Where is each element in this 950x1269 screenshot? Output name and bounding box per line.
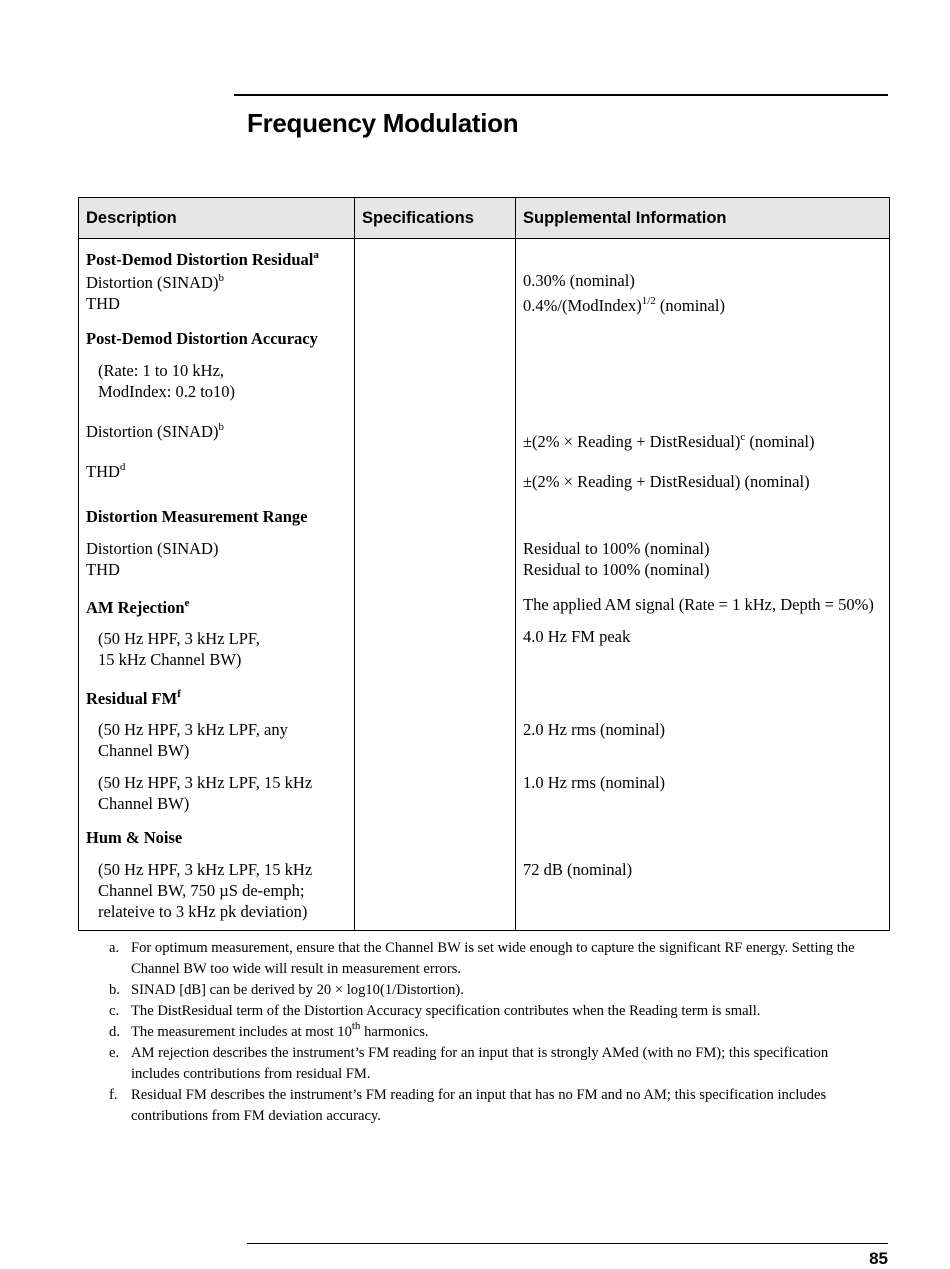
spec-cell (355, 316, 516, 492)
spec-cell (355, 580, 516, 670)
footnote-text: The measurement includes at most 10th harmonics. (131, 1020, 429, 1040)
desc-cell (79, 670, 355, 814)
amr-condition-1: (50 Hz HPF, 3 kHz LPF, (98, 629, 260, 648)
bottom-rule (247, 1243, 888, 1244)
spec-cell (355, 814, 516, 931)
pda-condition-2: ModIndex: 0.2 to10) (98, 382, 236, 401)
dmr-thd-label: THD (86, 560, 120, 579)
pda-sinad-label: Distortion (SINAD)$^b$ (86, 420, 224, 441)
footnote-text: SINAD [dB] can be derived by 20 × log10(1/Distortion). (131, 982, 464, 998)
header-description: Description (79, 198, 355, 239)
rfm-condition-a-2: Channel BW) (98, 741, 190, 760)
section-title-amr: AM Rejection$^e$ (86, 596, 190, 617)
rfm-condition-a-1: (50 Hz HPF, 3 kHz LPF, any (98, 720, 288, 739)
section-title-rfm: Residual $FM^f$ (86, 687, 181, 708)
section-title-dmr: Distortion Measurement Range (86, 507, 308, 526)
footnote-text: For optimum measurement, ensure that the Channel BW is set wide enough to capture the significant RF energy. Setting the Channel BW too wide will result in measurement errors. (131, 940, 855, 977)
footnotes (109, 938, 869, 1127)
hum-condition-1: (50 Hz HPF, 3 kHz LPF, 15 kHz (98, 860, 313, 879)
pdr-sinad-label: Distortion (SINAD)$^b$ (86, 271, 224, 292)
table-row (79, 316, 890, 492)
desc-cell (79, 492, 355, 580)
page-number: 85 (869, 1249, 888, 1268)
hum-value: 72 dB (nominal) (523, 860, 633, 879)
hum-condition-3: relateive to 3 kHz pk deviation) (98, 902, 308, 921)
footnote-text: The DistResidual term of the Distortion Accuracy specification contributes when the Reading term is small. (131, 1003, 761, 1019)
header-specifications: Specifications (355, 198, 516, 239)
footnote-letter: a. (109, 940, 120, 956)
spec-cell (355, 492, 516, 580)
hum-condition-2: Channel BW, 750 µS de-emph; (98, 881, 305, 900)
pda-thd-value: ±(2% × Reading + DistResidual) (nominal) (523, 472, 810, 491)
table-row (79, 239, 890, 317)
amr-value: 4.0 Hz FM peak (523, 627, 631, 646)
pdr-thd-value: 0.4%/(ModIndex)$^{1/2}$ (nominal) (523, 294, 725, 315)
info-cell (516, 814, 890, 931)
rfm-value-b: 1.0 Hz rms (nominal) (523, 773, 666, 792)
dmr-sinad-label: Distortion (SINAD) (86, 539, 219, 558)
footnote-a (109, 938, 869, 980)
footnote-b (109, 980, 869, 1001)
info-cell (516, 580, 890, 670)
section-title-pda: Post-Demod Distortion Accuracy (86, 329, 318, 348)
pdr-thd-label: THD (86, 294, 120, 313)
spec-table (78, 197, 890, 931)
spec-cell (355, 239, 516, 317)
amr-condition-2: 15 kHz Channel BW) (98, 650, 242, 669)
rfm-value-a: 2.0 Hz rms (nominal) (523, 720, 666, 739)
desc-cell (79, 814, 355, 931)
footnote-letter: b. (109, 982, 120, 998)
footnote-d (109, 1022, 869, 1043)
footnote-e (109, 1043, 869, 1085)
pda-sinad-value: ±(2% × Reading + DistResidual)$^c$ (nominal) (523, 430, 815, 451)
table-row (79, 492, 890, 580)
dmr-sinad-value: Residual to 100% (nominal) (523, 539, 710, 558)
footnote-f (109, 1085, 869, 1127)
pda-thd-label: THD$^d$ (86, 460, 126, 481)
pda-condition-1: (Rate: 1 to 10 kHz, (98, 361, 225, 380)
table-row (79, 670, 890, 814)
info-cell (516, 316, 890, 492)
footnote-letter: e. (109, 1045, 120, 1061)
amr-info: The applied AM signal (Rate = 1 kHz, Depth = 50%) (523, 595, 874, 614)
footnote-letter: c. (109, 1003, 120, 1019)
spec-cell (355, 670, 516, 814)
header-supplemental: Supplemental Information (516, 198, 890, 239)
footnote-text: Residual FM describes the instrument’s FM reading for an input that has no FM and no AM; this specification includes contributions from FM deviation accuracy. (131, 1087, 827, 1124)
desc-cell (79, 316, 355, 492)
section-title-pdr: Post-Demod Distortion Residual$^a$ (86, 248, 319, 269)
section-title-hum: Hum & Noise (86, 828, 183, 847)
desc-cell (79, 580, 355, 670)
info-cell (516, 492, 890, 580)
footnote-c (109, 1001, 869, 1022)
table-header-row (79, 198, 890, 239)
footnote-letter: f. (109, 1087, 118, 1103)
dmr-thd-value: Residual to 100% (nominal) (523, 560, 710, 579)
info-cell (516, 670, 890, 814)
footnote-letter: d. (109, 1024, 120, 1040)
rfm-condition-b-1: (50 Hz HPF, 3 kHz LPF, 15 kHz (98, 773, 313, 792)
table-row (79, 580, 890, 670)
pdr-sinad-value: 0.30% (nominal) (523, 271, 635, 290)
top-rule (234, 94, 888, 96)
desc-cell (79, 239, 355, 317)
footnote-text: AM rejection describes the instrument’s FM reading for an input that is strongly AMed (with no FM); this specification includes contributions from residual FM. (131, 1045, 829, 1082)
table-row (79, 814, 890, 931)
info-cell (516, 239, 890, 317)
page-title: Frequency Modulation (247, 108, 519, 138)
rfm-condition-b-2: Channel BW) (98, 794, 190, 813)
